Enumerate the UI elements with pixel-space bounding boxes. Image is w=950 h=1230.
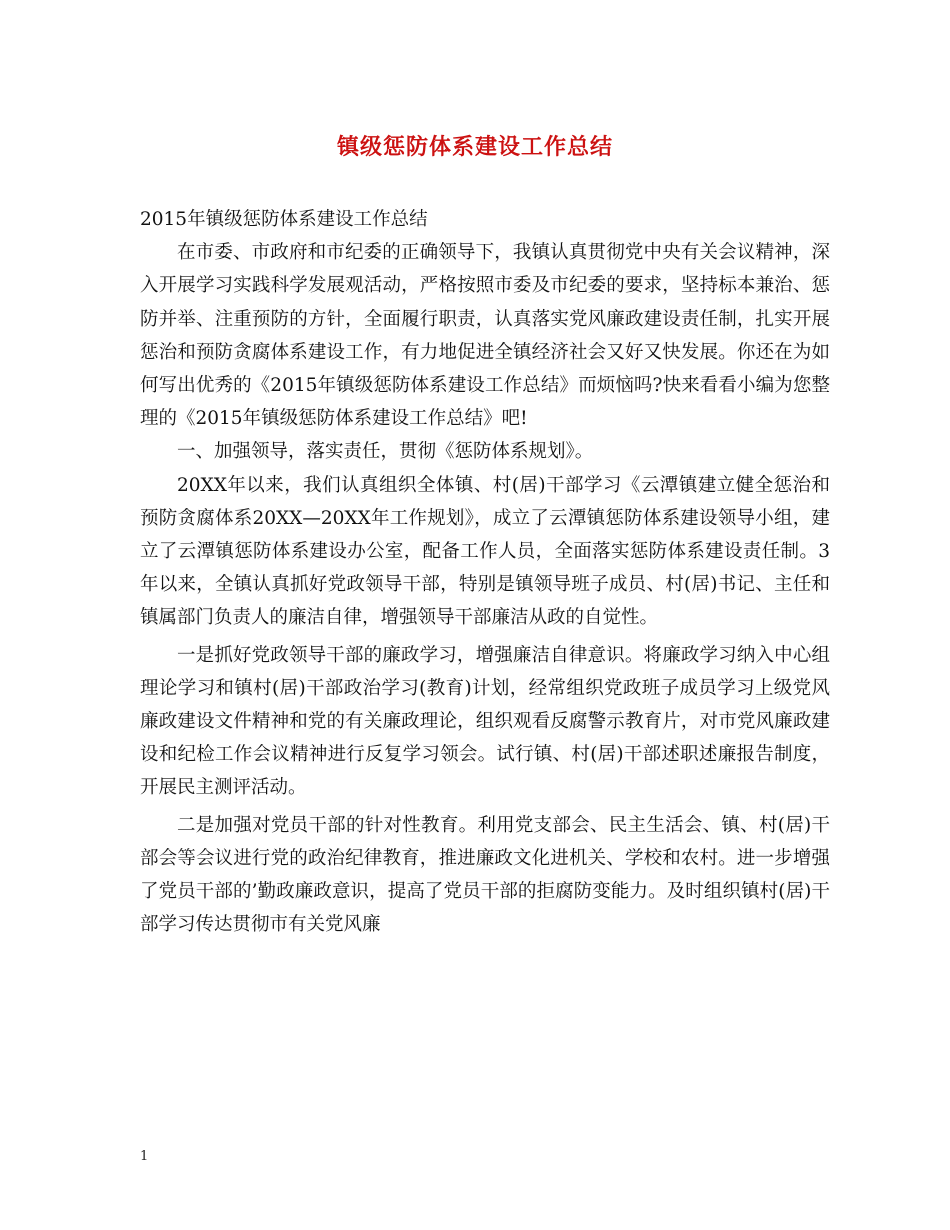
- document-subtitle: 2015年镇级惩防体系建设工作总结: [140, 209, 428, 230]
- paragraph-point-1: 一是抓好党政领导干部的廉政学习，增强廉洁自律意识。将廉政学习纳入中心组理论学习和镇村(居)干部政治学习(教育)计划，经常组织党政班子成员学习上级党风廉政建设文件精神和党的有关廉政理论，组织观看反腐警示教育片，对市党风廉政建设和纪检工作会议精神进行反复学习领会。试行镇、村(居)干部述职述廉报告制度，开展民主测评活动。: [140, 644, 830, 799]
- page-title: 镇级惩防体系建设工作总结: [336, 134, 613, 160]
- page-number: 1: [140, 1149, 149, 1164]
- paragraph-section-1: 20XX年以来，我们认真组织全体镇、村(居)干部学习《云潭镇建立健全惩治和预防贪腐体系20XX—20XX年工作规划》，成立了云潭镇惩防体系建设领导小组，建立了云潭镇惩防体系建设办公室，配备工作人员，全面落实惩防体系建设责任制。3年以来，全镇认真抓好党政领导干部，特别是镇领导班子成员、村(居)书记、主任和镇属部门负责人的廉洁自律，增强领导干部廉洁从政的自觉性。: [140, 474, 830, 629]
- paragraph-point-2: 二是加强对党员干部的针对性教育。利用党支部会、民主生活会、镇、村(居)干部会等会议进行党的政治纪律教育，推进廉政文化进机关、学校和农村。进一步增强了党员干部的’勤政廉政意识，提高了党员干部的拒腐防变能力。及时组织镇村(居)干部学习传达贯彻市有关党风廉: [140, 814, 830, 936]
- section-heading-1: 一、加强领导，落实责任，贯彻《惩防体系规划》。: [177, 441, 594, 463]
- document-body: [140, 203, 830, 941]
- paragraph-intro: 在市委、市政府和市纪委的正确领导下，我镇认真贯彻党中央有关会议精神，深入开展学习实践科学发展观活动，严格按照市委及市纪委的要求，坚持标本兼治、惩防并举、注重预防的方针，全面履行职责，认真落实党风廉政建设责任制，扎实开展惩治和预防贪腐体系建设工作，有力地促进全镇经济社会又好又快发展。你还在为如何写出优秀的《2015年镇级惩防体系建设工作总结》而烦恼吗?快来看看小编为您整理的《2015年镇级惩防体系建设工作总结》吧!: [140, 242, 830, 430]
